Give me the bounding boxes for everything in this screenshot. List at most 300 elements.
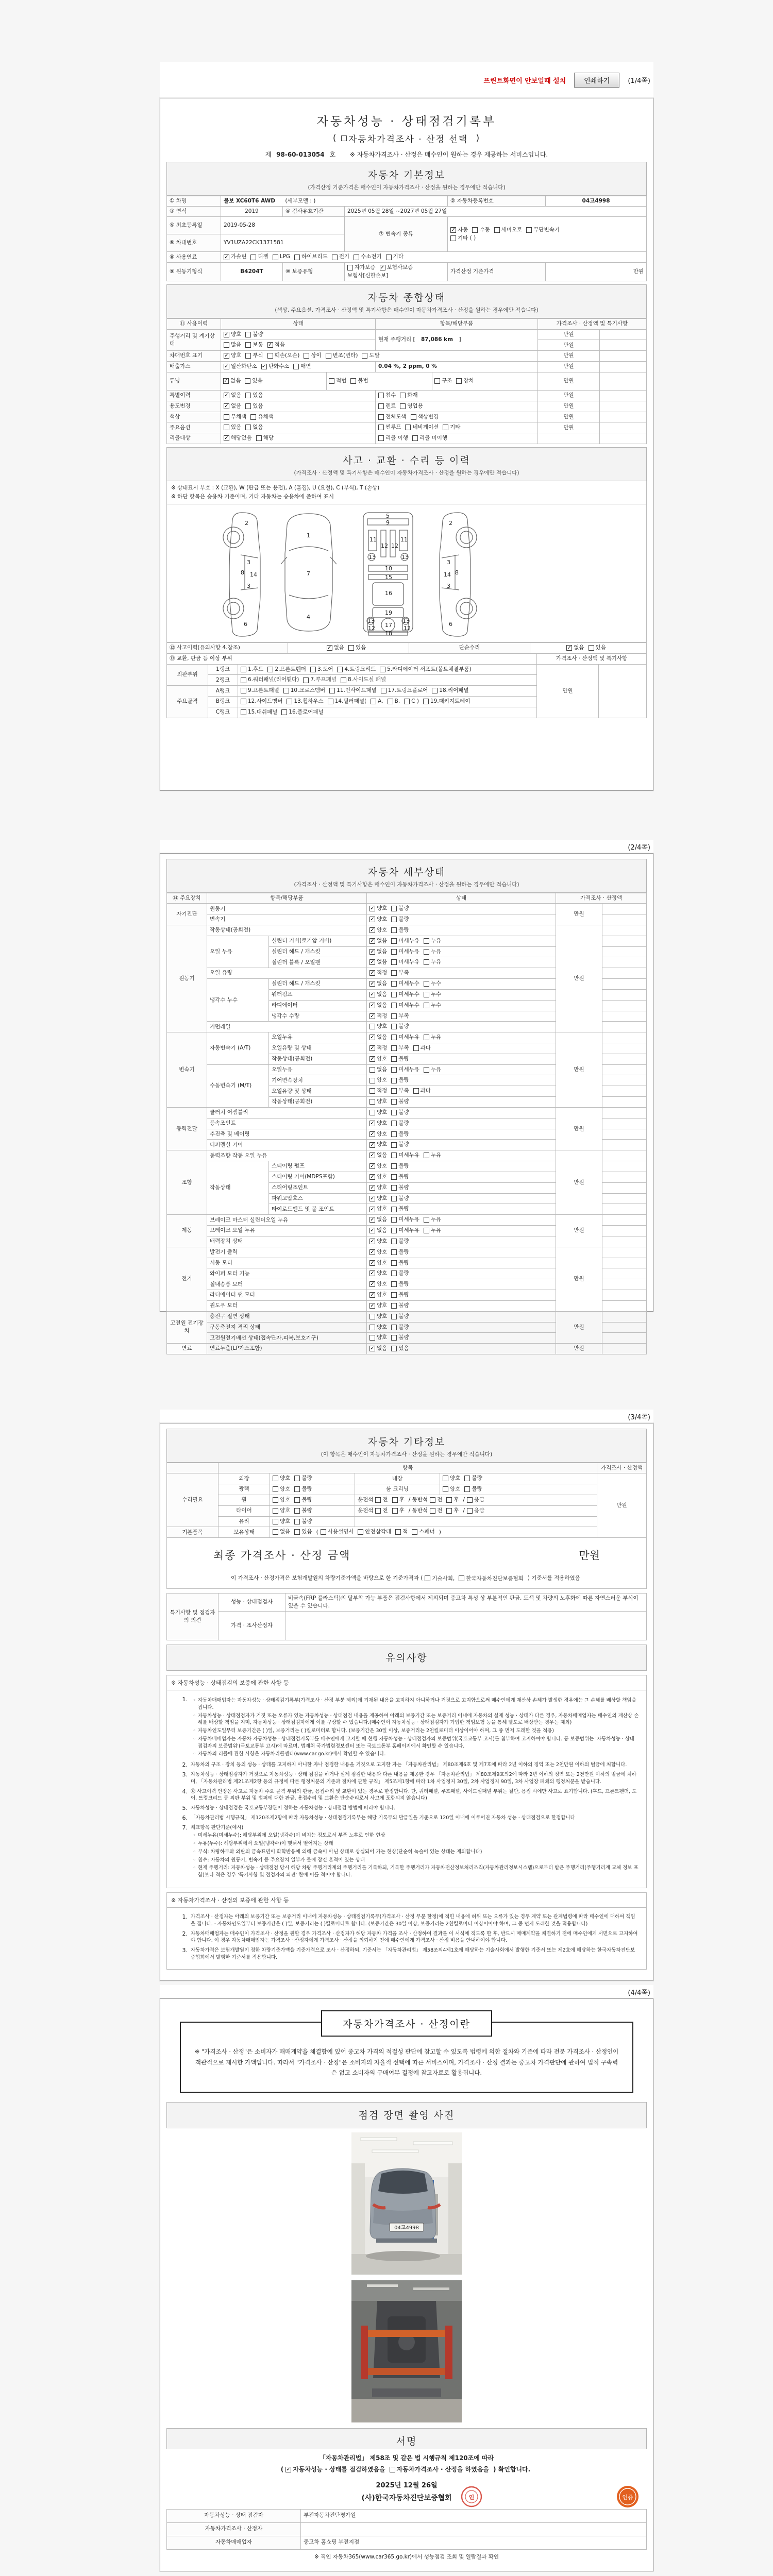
fuel-value: [221, 252, 647, 263]
checkbox-option[interactable]: [443, 423, 460, 431]
checkbox-option[interactable]: [369, 1130, 387, 1138]
checkbox-option[interactable]: [378, 402, 396, 410]
checkbox-option[interactable]: [413, 1044, 431, 1052]
detail-row-note: [602, 979, 646, 990]
checkbox-option[interactable]: [390, 2464, 489, 2476]
special-history-items: [376, 390, 538, 401]
checkbox-option[interactable]: [391, 1259, 409, 1267]
checkbox-option[interactable]: [224, 253, 246, 261]
checkbox-option[interactable]: [369, 937, 387, 945]
checkbox-option[interactable]: [391, 1141, 409, 1148]
unchecked-box-icon: [369, 1099, 375, 1105]
checkbox-option[interactable]: [391, 926, 409, 934]
device-group-label: 자기진단: [167, 904, 207, 925]
checkbox-option[interactable]: [245, 402, 263, 410]
checkbox-option[interactable]: [369, 1280, 387, 1288]
checkbox-option[interactable]: [464, 1475, 482, 1482]
option-label: 기타 ( ): [458, 234, 476, 241]
checkbox-option[interactable]: [327, 644, 344, 652]
checkbox-option[interactable]: [391, 937, 419, 945]
checkbox-option[interactable]: [464, 1485, 482, 1493]
bullet-icon: ◦: [193, 1736, 196, 1742]
checkbox-option[interactable]: [369, 1023, 387, 1030]
checkbox-option[interactable]: [369, 1259, 387, 1267]
checkbox-option[interactable]: [245, 377, 262, 385]
checkbox-option[interactable]: [424, 1002, 441, 1009]
checkbox-option[interactable]: [589, 644, 606, 652]
checkbox-option[interactable]: [391, 1055, 409, 1063]
checkbox-option[interactable]: [424, 1066, 441, 1074]
checkbox-option[interactable]: [267, 352, 300, 360]
checkbox-option[interactable]: [329, 687, 377, 694]
option-label: 화재: [407, 392, 418, 398]
subtitle-close-paren: ): [476, 133, 481, 144]
checkbox-option[interactable]: [369, 1345, 387, 1352]
checkbox-option[interactable]: [450, 234, 476, 242]
checkbox-option[interactable]: [467, 1496, 484, 1504]
checkbox-option[interactable]: [369, 969, 387, 977]
checkbox-option[interactable]: [326, 352, 358, 360]
option-label: 양호: [377, 916, 388, 923]
checkbox-option[interactable]: [391, 1002, 419, 1009]
checkbox-option[interactable]: [391, 1044, 409, 1052]
checked-box-icon: ✓: [262, 364, 266, 370]
checkbox-option[interactable]: [411, 413, 439, 421]
checkbox-option[interactable]: [245, 331, 263, 338]
checkbox-option[interactable]: [391, 1238, 409, 1245]
unchecked-box-icon: [294, 1519, 300, 1524]
checkbox-option[interactable]: [348, 644, 366, 652]
checkbox-option[interactable]: [369, 1098, 387, 1106]
checkbox-option[interactable]: [287, 698, 323, 705]
diagram-num: 8: [455, 569, 459, 576]
unchecked-box-icon: [287, 699, 292, 704]
checkbox-option[interactable]: [250, 253, 268, 261]
checked-box-icon: ✓: [370, 970, 375, 976]
option-label: 있음: [595, 644, 606, 651]
checkbox-option[interactable]: [430, 1496, 442, 1504]
print-plugin-install-link[interactable]: 프린트화면이 안보일때 설치: [483, 77, 566, 85]
checkbox-option[interactable]: [391, 991, 419, 998]
checkbox-option[interactable]: [341, 676, 386, 684]
checkbox-option[interactable]: [391, 1087, 409, 1095]
checkbox-option[interactable]: [341, 132, 468, 145]
unchecked-box-icon: [424, 1003, 429, 1008]
checkbox-option[interactable]: [391, 1291, 409, 1299]
checkbox-option[interactable]: [369, 1216, 387, 1224]
checkbox-option[interactable]: [375, 1496, 388, 1504]
bullet-icon: ◦: [193, 1751, 196, 1757]
accident-code-legend: [166, 481, 647, 504]
option-label: LPG: [279, 253, 291, 260]
option-label: 누유: [430, 959, 442, 965]
checkbox-option[interactable]: [391, 980, 419, 988]
notice-subitem: [191, 1865, 639, 1879]
checkbox-option[interactable]: [391, 1302, 409, 1310]
checkbox-option[interactable]: [267, 341, 285, 349]
checkbox-option[interactable]: [369, 1120, 387, 1127]
checked-box-icon: ✓: [370, 927, 375, 933]
checkbox-option[interactable]: [369, 1195, 387, 1202]
checkbox-option[interactable]: [400, 402, 423, 410]
checkbox-option[interactable]: [369, 1044, 387, 1052]
checkbox-option[interactable]: [256, 434, 274, 442]
checkbox-option[interactable]: [369, 1173, 387, 1181]
unchecked-box-icon: [391, 1292, 397, 1298]
checkbox-option[interactable]: [224, 352, 241, 360]
checkbox-option[interactable]: [245, 423, 263, 431]
checkbox-option[interactable]: [369, 980, 387, 988]
checkbox-option[interactable]: [400, 392, 417, 399]
checkbox-option[interactable]: [369, 1238, 387, 1245]
option-label: 후: [399, 1507, 405, 1514]
option-label: 훼손(오손): [274, 352, 300, 359]
checkbox-option[interactable]: [391, 1313, 409, 1320]
checkbox-option[interactable]: [459, 1574, 524, 1582]
checkbox-option[interactable]: [224, 331, 241, 338]
checkbox-option[interactable]: [391, 1066, 419, 1074]
checkbox-option[interactable]: [369, 1334, 387, 1342]
checkbox-option[interactable]: [241, 698, 282, 705]
unchecked-box-icon: [424, 1153, 429, 1158]
checkbox-option[interactable]: [391, 1280, 409, 1288]
checkbox-option[interactable]: [467, 1507, 484, 1515]
unchecked-box-icon: [391, 1035, 397, 1040]
checkbox-option[interactable]: [391, 1324, 409, 1331]
checkbox-option[interactable]: [566, 644, 584, 652]
checkbox-option[interactable]: [392, 1507, 405, 1515]
checkbox-option[interactable]: [391, 1023, 409, 1030]
checkbox-option[interactable]: [472, 226, 490, 234]
checkbox-option[interactable]: [224, 402, 241, 410]
checkbox-option[interactable]: [369, 1205, 387, 1213]
checkbox-option[interactable]: [378, 434, 408, 442]
notice-subitem-text: 미세누유(미세누수): 해당부위에 오일(냉각수)이 비치는 정도로서 부품 노후로 인한 현상: [198, 1833, 385, 1839]
checkbox-option[interactable]: [391, 948, 419, 956]
checkbox-option[interactable]: [294, 1496, 312, 1504]
checkbox-option[interactable]: [391, 1345, 409, 1352]
checkbox-option[interactable]: [391, 1130, 409, 1138]
checkbox-option[interactable]: [362, 352, 379, 360]
checkbox-option[interactable]: [369, 1248, 387, 1256]
detail-item-label: 실린더 커버(로커암 커버): [269, 936, 367, 946]
checkbox-option[interactable]: [391, 1195, 409, 1202]
checked-box-icon: ✓: [370, 1045, 375, 1052]
unchecked-box-icon: [467, 1497, 473, 1503]
checkbox-option[interactable]: [391, 1151, 419, 1159]
checkbox-option[interactable]: [369, 1087, 387, 1095]
detail-item-state: [367, 925, 556, 936]
checkbox-option[interactable]: [494, 226, 523, 234]
option-label: 양호: [377, 1281, 388, 1287]
checkbox-option[interactable]: [223, 377, 241, 385]
checkbox-option[interactable]: [293, 363, 311, 370]
checked-box-icon: ✓: [224, 392, 229, 398]
checkbox-option[interactable]: [273, 1528, 290, 1536]
checkbox-option[interactable]: [285, 2464, 385, 2476]
checkbox-option[interactable]: [391, 1109, 409, 1116]
checked-box-icon: ✓: [370, 1270, 375, 1277]
checkbox-option[interactable]: [391, 1248, 409, 1256]
checkbox-option[interactable]: [423, 698, 470, 705]
option-label: 없음: [377, 959, 388, 965]
checkbox-option[interactable]: [413, 1087, 431, 1095]
checkbox-option[interactable]: [273, 1475, 290, 1482]
checkbox-option[interactable]: [424, 958, 441, 966]
checkbox-option[interactable]: [391, 1216, 419, 1224]
unchecked-box-icon: [424, 992, 429, 997]
checkbox-option[interactable]: [391, 1120, 409, 1127]
checkbox-option[interactable]: [273, 1507, 290, 1515]
option-label: 보험사보증: [386, 264, 413, 271]
checkbox-option[interactable]: [337, 666, 376, 673]
checkbox-option[interactable]: [391, 1098, 409, 1106]
detail-item-label: 작동상태(공회전): [269, 1054, 367, 1064]
checkbox-option[interactable]: [241, 708, 277, 716]
page-1-sheet: [160, 98, 653, 791]
checkbox-option[interactable]: [241, 687, 279, 694]
detail-item-label: 라디에이터 팬 모터: [207, 1290, 367, 1301]
checkbox-option[interactable]: [369, 1066, 387, 1074]
checkbox-option[interactable]: [261, 363, 290, 370]
option-text: /: [463, 1507, 465, 1514]
detail-item-label: 추진축 및 베어링: [207, 1129, 367, 1140]
checkbox-option[interactable]: [369, 926, 387, 934]
checkbox-option[interactable]: [283, 687, 325, 694]
checkbox-option[interactable]: [224, 341, 241, 349]
checkbox-option[interactable]: [391, 916, 409, 923]
option-label: 불량: [398, 1173, 409, 1180]
checkbox-option[interactable]: [369, 1033, 387, 1041]
checkbox-option[interactable]: [412, 434, 447, 442]
checkbox-option[interactable]: [392, 1496, 405, 1504]
unchecked-box-icon: [273, 1508, 278, 1514]
checkbox-option[interactable]: [391, 1033, 419, 1041]
checkbox-option[interactable]: [456, 377, 474, 385]
other-price-unit: 만원: [597, 1473, 647, 1538]
checkbox-option[interactable]: [294, 1518, 312, 1526]
checkbox-option[interactable]: [369, 1109, 387, 1116]
checkbox-option[interactable]: [369, 1002, 387, 1009]
top-gray-margin: [0, 0, 773, 62]
checkbox-option[interactable]: [294, 1475, 312, 1482]
checkbox-option[interactable]: [424, 948, 441, 956]
checkbox-option[interactable]: [432, 687, 468, 694]
emission-state: [221, 362, 376, 372]
checkbox-option[interactable]: [391, 958, 419, 966]
checkbox-option[interactable]: [391, 1012, 409, 1020]
checkbox-option[interactable]: [375, 1507, 388, 1515]
checkbox-option[interactable]: [443, 1475, 460, 1482]
checkbox-option[interactable]: [369, 1162, 387, 1170]
price-survey-select-checkbox[interactable]: [341, 133, 472, 144]
checkbox-option[interactable]: [329, 377, 346, 385]
checkbox-option[interactable]: [424, 1033, 441, 1041]
other-blank-header: [167, 1463, 219, 1473]
checkbox-option[interactable]: [369, 1055, 387, 1063]
option-label: 불량: [301, 1475, 312, 1482]
checked-box-icon: ✓: [370, 1228, 375, 1234]
unchecked-box-icon: [450, 235, 456, 241]
checkbox-option[interactable]: [224, 363, 257, 370]
checkbox-option[interactable]: [381, 687, 428, 694]
checkbox-option[interactable]: [391, 1269, 409, 1277]
checkbox-option[interactable]: [434, 377, 452, 385]
checkbox-option[interactable]: [526, 226, 560, 234]
checkbox-option[interactable]: [369, 1324, 387, 1331]
checkbox-option[interactable]: [273, 1496, 290, 1504]
checkbox-option[interactable]: [321, 1528, 354, 1536]
checkbox-option[interactable]: [281, 708, 323, 716]
checkbox-option[interactable]: [273, 1485, 290, 1493]
checkbox-option[interactable]: [424, 937, 441, 945]
checkbox-option[interactable]: [378, 392, 396, 399]
checkbox-option[interactable]: [250, 413, 273, 421]
checkbox-option[interactable]: [294, 1485, 312, 1493]
accident-history-state: [288, 642, 409, 653]
notice-item: [174, 1947, 639, 1961]
checkbox-option[interactable]: [425, 1574, 455, 1582]
detail-item-state: [367, 1215, 556, 1226]
checkbox-option[interactable]: [369, 1012, 387, 1020]
checkbox-option[interactable]: [347, 264, 376, 272]
checkbox-option[interactable]: [369, 1184, 387, 1192]
checkbox-option[interactable]: [350, 377, 368, 385]
notice-item-text: 자동차성능 · 상태점검자가 거짓으로 자동차성능 · 상태 점검을 하거나 실제 점검한 내용과 다른 내용을 제공한 경우 「자동차관리법」 제80조제9호의2에 따라 2년 이하의 징역 또는 2천만원 이하의 벌금에 처하며, 「자동차관리법 제21조제2항 등의 규정에 따른 행정처분의 기준과 절차에 관한 규칙」 제5조제1항에 따라 1차 사업정지 30일, 2차 사업정지 90일, 3차 사업장 폐쇄의 행정처분을 받습니다.: [191, 1772, 636, 1785]
checkbox-option[interactable]: [391, 1334, 409, 1342]
mileage-note-2: [600, 340, 647, 351]
unchecked-box-icon: [294, 1497, 300, 1503]
detail-row-note: [602, 1290, 646, 1301]
option-label: 9.프론트패널: [248, 687, 279, 694]
checkbox-option[interactable]: [303, 676, 337, 684]
checkbox-option[interactable]: [369, 1302, 387, 1310]
polish-label: 광택: [219, 1484, 270, 1495]
checkbox-option[interactable]: [369, 1291, 387, 1299]
device-group-label: 조향: [167, 1150, 207, 1215]
checkbox-option[interactable]: [273, 1518, 290, 1526]
checkbox-option[interactable]: [424, 1216, 441, 1224]
checkbox-option[interactable]: [354, 253, 382, 261]
page-3-sheet: [160, 1423, 653, 1981]
color-price: 만원: [538, 412, 600, 422]
checkbox-option[interactable]: [391, 1173, 409, 1181]
checkbox-option[interactable]: [304, 352, 321, 360]
tuning-note: [600, 372, 647, 390]
checkbox-option[interactable]: [391, 1076, 409, 1084]
checked-box-icon: ✓: [370, 1281, 375, 1287]
checkbox-option[interactable]: [369, 1313, 387, 1320]
checkbox-option[interactable]: [391, 905, 409, 912]
checkbox-option[interactable]: [395, 1528, 408, 1536]
checkbox-option[interactable]: [443, 1485, 460, 1493]
checkbox-option[interactable]: [388, 698, 400, 705]
checkbox-option[interactable]: [446, 1507, 459, 1515]
checkbox-option[interactable]: [224, 392, 241, 399]
checkbox-option[interactable]: [391, 1227, 419, 1234]
option-label: 무채색: [231, 413, 247, 420]
checkbox-option[interactable]: [391, 1162, 409, 1170]
checkbox-option[interactable]: [378, 423, 401, 431]
checkbox-option[interactable]: [369, 1076, 387, 1084]
checkbox-option[interactable]: [371, 698, 383, 705]
checkbox-option[interactable]: [369, 958, 387, 966]
notice-item-number: 4.: [182, 1788, 188, 1795]
checkbox-option[interactable]: [450, 226, 468, 234]
checkbox-option[interactable]: [241, 666, 263, 673]
checkbox-option[interactable]: [328, 698, 366, 705]
checkbox-option[interactable]: [391, 1205, 409, 1213]
checkbox-option[interactable]: [273, 253, 290, 261]
checkbox-option[interactable]: [378, 413, 407, 421]
option-label: 자가보증: [355, 264, 376, 271]
unchecked-box-icon: [391, 1142, 397, 1148]
checkbox-option[interactable]: [386, 253, 404, 261]
print-button[interactable]: 인쇄하기: [574, 73, 619, 88]
checkbox-option[interactable]: [294, 1528, 312, 1536]
option-label: 불량: [398, 1248, 409, 1255]
notice-sec1-title: ※ 자동차성능 · 상태점검의 보증에 관한 사항 등: [166, 1675, 647, 1690]
detail-row-note: [602, 1140, 646, 1150]
option-label: 양호: [450, 1486, 461, 1493]
checkbox-option[interactable]: [369, 1141, 387, 1148]
checkbox-option[interactable]: [267, 666, 306, 673]
unchecked-box-icon: [371, 699, 376, 704]
rankC-label: C랭크: [208, 707, 238, 718]
checkbox-option[interactable]: [224, 423, 241, 431]
checkbox-option[interactable]: [245, 392, 263, 399]
checkbox-option[interactable]: [369, 905, 387, 912]
checkbox-option[interactable]: [245, 341, 263, 349]
checkbox-option[interactable]: [424, 1227, 441, 1234]
checkbox-option[interactable]: [241, 676, 299, 684]
checkbox-option[interactable]: [405, 423, 439, 431]
checkbox-option[interactable]: [294, 253, 328, 261]
checkbox-option[interactable]: [412, 1528, 434, 1536]
checkbox-option[interactable]: [245, 352, 263, 360]
tuning-state: [221, 372, 538, 390]
checkbox-option[interactable]: [391, 969, 409, 977]
checkbox-option[interactable]: [294, 1507, 312, 1515]
bullet-icon: ◦: [193, 1849, 196, 1855]
checkbox-option[interactable]: [369, 1227, 387, 1234]
checkbox-option[interactable]: [369, 948, 387, 956]
checkbox-option[interactable]: [424, 1151, 441, 1159]
checkbox-option[interactable]: [380, 666, 472, 673]
exchange-parts-label: ⑬ 교환, 판금 등 이상 부위: [167, 654, 537, 664]
checkbox-option[interactable]: [224, 413, 246, 421]
checkbox-option[interactable]: [391, 1184, 409, 1192]
checkbox-option[interactable]: [369, 1269, 387, 1277]
checkbox-option[interactable]: [332, 253, 349, 261]
checkbox-option[interactable]: [430, 1507, 442, 1515]
checkbox-option[interactable]: [369, 991, 387, 998]
checkbox-option[interactable]: [380, 264, 413, 272]
checkbox-option[interactable]: [446, 1496, 459, 1504]
checkbox-option[interactable]: [424, 991, 441, 998]
notice-item: [174, 1815, 639, 1822]
unchecked-box-icon: [412, 435, 418, 441]
checkbox-option[interactable]: [310, 666, 333, 673]
checkbox-option[interactable]: [224, 434, 252, 442]
checkbox-option[interactable]: [404, 698, 419, 705]
checkbox-option[interactable]: [369, 916, 387, 923]
checkbox-option[interactable]: [358, 1528, 391, 1536]
option-label: 양호: [377, 1334, 388, 1341]
checkbox-option[interactable]: [369, 1151, 387, 1159]
checkbox-option[interactable]: [424, 980, 441, 988]
price-survey-definition-text: ※ "가격조사 · 산정"은 소비자가 매매계약을 체결함에 있어 중고차 가격의 적절성 판단에 참고할 수 있도록 법령에 의한 절차와 기준에 따라 전문 가격조사 · 산정인이 객관적으로 제시한 가액입니다. 따라서 "가격조사 · 산정"은 소비자의 자율적 선택에 따른 서비스이며, 가격조사 · 산정 결과는 중고차 가격판단에 관하여 법적 구속력은 없고 소비자의 구매여부 결정에 참고자료로 활용됩니다.: [194, 2048, 619, 2077]
